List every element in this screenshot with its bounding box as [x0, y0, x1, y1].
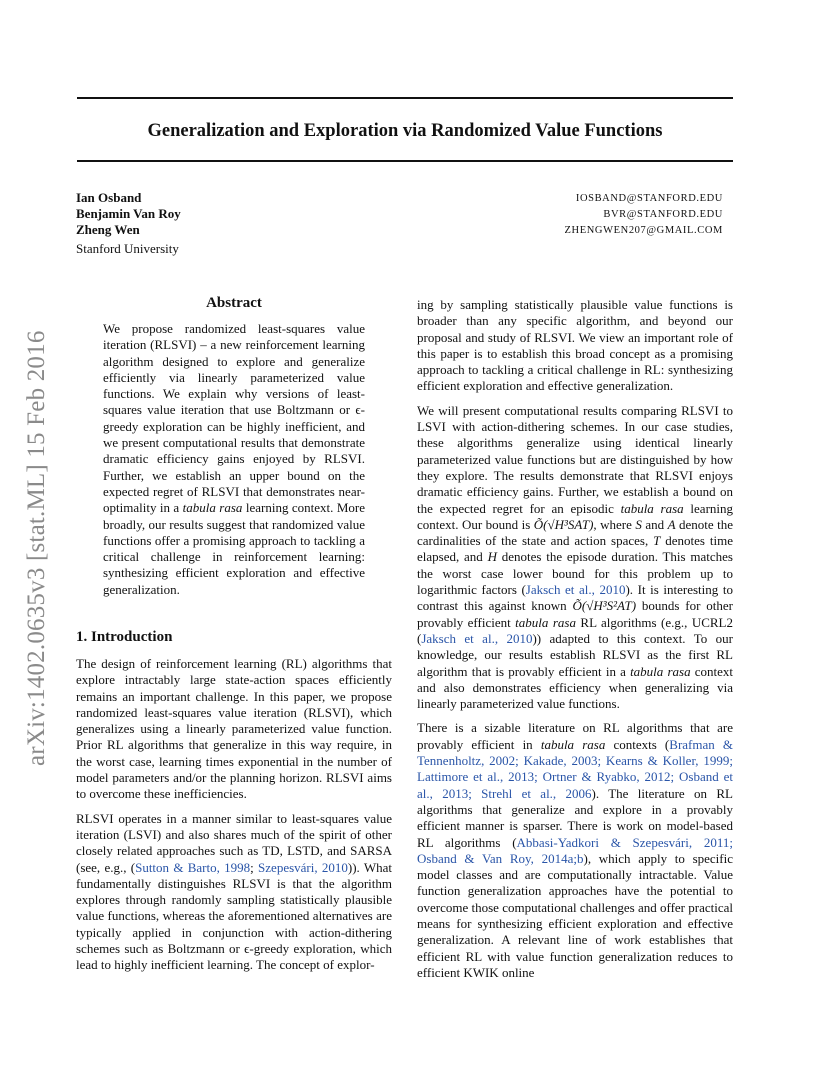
- citation-link[interactable]: Jaksch et al., 2010: [421, 630, 533, 646]
- top-rule: [77, 97, 733, 99]
- right-column-body: [417, 297, 733, 989]
- citation-link[interactable]: Szepesvári, 2010: [258, 859, 348, 875]
- section-heading-introduction: 1. Introduction: [76, 629, 173, 645]
- citation-link[interactable]: Brafman & Tennenholtz, 2002; Kakade, 2003; Kearns & Koller, 1999; Lattimore et al., 2013; Ortner & Ryabko, 2012; Osband et al., 2013; Strehl et al., 2006: [417, 736, 734, 801]
- paragraph: The design of reinforcement learning (RL) algorithms that explore intractably large state-action spaces efficiently remains an important challenge. In this paper, we propose randomized least-squares value iteration (RLSVI), which generalizes using a linearly parameterized value function. Prior RL algorithms that generalize in this way require, in the worst case, learning times exponential in the number of model parameters and/or the planning horizon. RLSVI aims to overcome these inefficiencies.: [76, 656, 392, 802]
- author-email: IOSBAND@STANFORD.EDU: [575, 193, 723, 204]
- author-name: Zheng Wen: [76, 222, 140, 237]
- abstract-body: We propose randomized least-squares value iteration (RLSVI) – a new reinforcement learning algorithm designed to explore and generalize efficiently via linearly parameterized value functions. We explain why versions of least-squares value iteration that use Boltzmann or ϵ-greedy exploration can be highly inefficient, and we present computational results that demonstrate dramatic efficiency gains enjoyed by RLSVI. Further, we establish an upper bound on the expected regret of RLSVI that demonstrates near-optimality in a tabula rasa learning context. More broadly, our results suggest that randomized value functions offer a promising approach to tackling a critical challenge in reinforcement learning: synthesizing efficient exploration and effective generalization.: [103, 321, 365, 597]
- regret-bound-formula: Õ(√H³SAT): [533, 516, 594, 532]
- affiliation: Stanford University: [76, 241, 179, 256]
- paragraph: ing by sampling statistically plausible value functions is broader than any specific algorithm, and beyond our proposal and study of RLSVI. We view an important role of this paper is to establish this broad concept as a promising approach to tackling a critical challenge in RL: synthesizing efficient exploration and effective generalization.: [417, 297, 733, 394]
- author-email: BVR@STANFORD.EDU: [603, 209, 723, 220]
- paragraph: We will present computational results comparing RLSVI to LSVI with action-dithering schemes. In our case studies, these algorithms generalize using identical linearly parameterized value functions but are distinguished by how they explore. The results demonstrate that RLSVI enjoys dramatic efficiency gains. Further, we establish a bound on the expected regret for an episodic tabula rasa learning context. Our bound is Õ(√H³SAT), where S and A denote the cardinalities of the state and action spaces, T denotes time elapsed, and H denotes the episode duration. This matches the worst case lower bound for this problem up to logarithmic factors (Jaksch et al., 2010). It is interesting to contrast this against known Õ(√H³S²AT) bounds for other provably efficient tabula rasa RL algorithms (e.g., UCRL2 (Jaksch et al., 2010)) adapted to this context. To our knowledge, our results establish RLSVI as the first RL algorithm that is provably efficient in a tabula rasa context and also demonstrates efficiency when generalizing via linearly parameterized value functions.: [417, 402, 734, 712]
- paragraph: RLSVI operates in a manner similar to least-squares value iteration (LSVI) and also shares much of the spirit of other closely related approaches such as TD, LSTD, and SARSA (see, e.g., (Sutton & Barto, 1998; Szepesvári, 2010)). What fundamentally distinguishes RLSVI is that the algorithm explores through randomly sampling statistically plausible value functions, whereas the aforementioned alternatives are typically applied in conjunction with action-dithering schemes such as Boltzmann or ϵ-greedy exploration, which lead to highly inefficient learning. The concept of explor-: [76, 810, 392, 973]
- paragraph: There is a sizable literature on RL algorithms that are provably efficient in tabula rasa contexts (Brafman & Tennenholtz, 2002; Kakade, 2003; Kearns & Koller, 1999; Lattimore et al., 2013; Ortner & Ryabko, 2012; Osband et al., 2013; Strehl et al., 2006). The literature on RL algorithms that generalize and explore in a provably efficient manner is sparser. There is work on model-based RL algorithms (Abbasi-Yadkori & Szepesvári, 2011; Osband & Van Roy, 2014a;b), which apply to specific model classes and are computationally intractable. Value function generalization approaches have the potential to overcome those computational challenges and offer practical means for synthesizing efficient exploration and effective generalization. A relevant line of work establishes that efficient RL with value function generalization reduces to efficient KWIK online: [417, 720, 734, 980]
- citation-link[interactable]: Jaksch et al., 2010: [525, 582, 626, 598]
- author-email: ZHENGWEN207@GMAIL.COM: [564, 225, 723, 236]
- title-bottom-rule: [77, 160, 733, 162]
- author-name: Ian Osband: [76, 190, 142, 205]
- known-bound-formula: Õ(√H³S²AT): [572, 598, 637, 614]
- paper-title: Generalization and Exploration via Randomized Value Functions: [147, 121, 663, 141]
- abstract-heading: Abstract: [206, 295, 262, 311]
- citation-link[interactable]: Abbasi-Yadkori & Szepesvári, 2011; Osband & Van Roy, 2014a;b: [417, 834, 733, 866]
- author-name: Benjamin Van Roy: [76, 206, 181, 221]
- left-column-body: [76, 656, 392, 982]
- citation-link[interactable]: Sutton & Barto, 1998: [135, 859, 251, 875]
- arxiv-identifier-stamp: arXiv:1402.0635v3 [stat.ML] 15 Feb 2016: [23, 330, 50, 766]
